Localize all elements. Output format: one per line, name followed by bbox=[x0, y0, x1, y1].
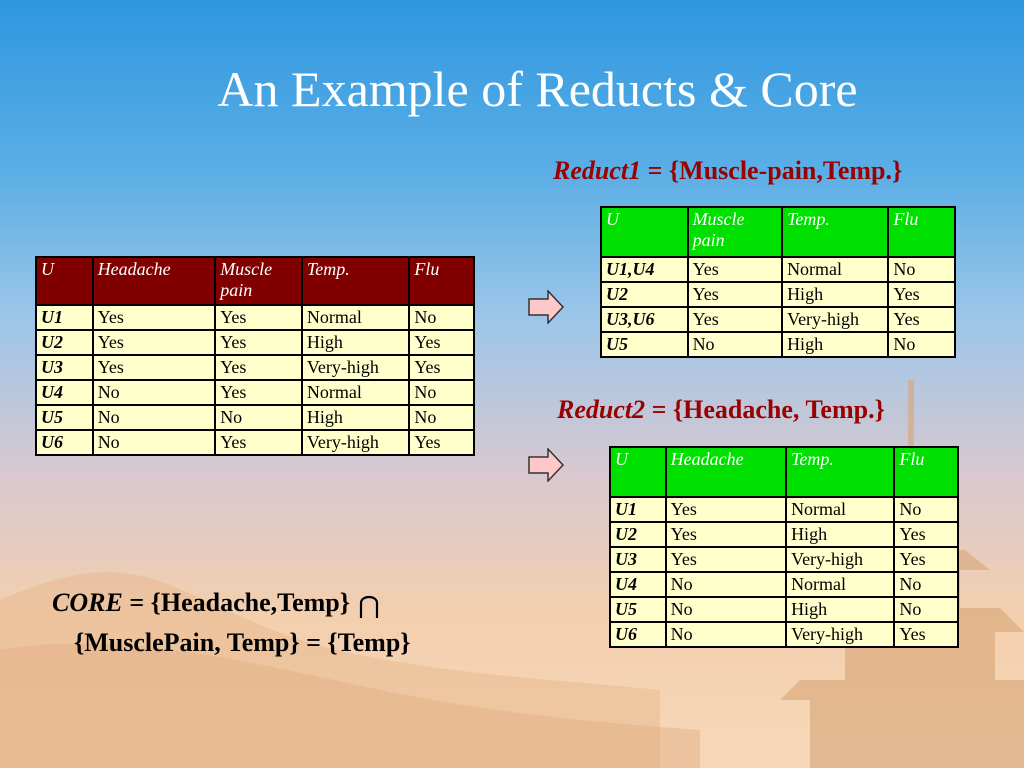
table-cell: Yes bbox=[688, 282, 783, 307]
table-cell: Very-high bbox=[782, 307, 888, 332]
table-header-row bbox=[36, 257, 474, 305]
table-cell: No bbox=[93, 430, 216, 455]
table-cell: High bbox=[786, 522, 894, 547]
table-cell: High bbox=[302, 330, 409, 355]
header-cell: Temp. bbox=[786, 447, 894, 497]
table-cell: No bbox=[894, 597, 958, 622]
row-label: U4 bbox=[610, 572, 666, 597]
table-cell: High bbox=[786, 597, 894, 622]
row-label: U4 bbox=[36, 380, 93, 405]
table-row bbox=[36, 355, 474, 380]
row-label: U2 bbox=[610, 522, 666, 547]
table-cell: Normal bbox=[302, 380, 409, 405]
header-cell: Headache bbox=[666, 447, 786, 497]
table-row bbox=[610, 572, 958, 597]
row-label: U5 bbox=[36, 405, 93, 430]
reduct2-label bbox=[557, 395, 885, 425]
row-label: U1 bbox=[36, 305, 93, 330]
header-cell: Temp. bbox=[782, 207, 888, 257]
table-cell: No bbox=[215, 405, 302, 430]
table-row bbox=[601, 332, 955, 357]
table-cell: Yes bbox=[894, 522, 958, 547]
table-cell: No bbox=[409, 380, 474, 405]
table-cell: High bbox=[782, 282, 888, 307]
core-line-1 bbox=[52, 583, 411, 623]
table-row bbox=[36, 305, 474, 330]
table-cell: High bbox=[782, 332, 888, 357]
table-cell: No bbox=[688, 332, 783, 357]
row-label: U3 bbox=[610, 547, 666, 572]
header-cell: Flu bbox=[894, 447, 958, 497]
row-label: U1 bbox=[610, 497, 666, 522]
table-cell: Yes bbox=[409, 330, 474, 355]
table-cell: Yes bbox=[688, 307, 783, 332]
reduct1-name: Reduct1 bbox=[553, 156, 642, 185]
table-cell: No bbox=[93, 405, 216, 430]
header-cell: U bbox=[601, 207, 688, 257]
table-cell: Yes bbox=[215, 430, 302, 455]
table-cell: Yes bbox=[666, 522, 786, 547]
header-cell: Flu bbox=[409, 257, 474, 305]
row-label: U2 bbox=[36, 330, 93, 355]
table-cell: No bbox=[666, 597, 786, 622]
table-cell: No bbox=[93, 380, 216, 405]
reduct2-table bbox=[609, 446, 959, 648]
table-cell: Very-high bbox=[786, 622, 894, 647]
table-cell: Yes bbox=[888, 307, 955, 332]
table-row bbox=[36, 380, 474, 405]
row-label: U3,U6 bbox=[601, 307, 688, 332]
table-cell: No bbox=[894, 497, 958, 522]
row-label: U1,U4 bbox=[601, 257, 688, 282]
row-label: U6 bbox=[610, 622, 666, 647]
table-cell: Yes bbox=[215, 305, 302, 330]
table-cell: Normal bbox=[786, 497, 894, 522]
table-cell: High bbox=[302, 405, 409, 430]
slide-title: An Example of Reducts & Core bbox=[217, 61, 858, 117]
table-row bbox=[610, 497, 958, 522]
table-row bbox=[610, 522, 958, 547]
header-cell: Muscle pain bbox=[215, 257, 302, 305]
table-row bbox=[610, 597, 958, 622]
table-cell: Yes bbox=[888, 282, 955, 307]
table-cell: Yes bbox=[409, 355, 474, 380]
table-cell: Yes bbox=[215, 330, 302, 355]
original-decision-table bbox=[35, 256, 475, 456]
row-label: U5 bbox=[601, 332, 688, 357]
table-cell: Yes bbox=[93, 355, 216, 380]
table-row bbox=[36, 405, 474, 430]
table-cell: Yes bbox=[666, 547, 786, 572]
table-cell: Normal bbox=[302, 305, 409, 330]
table-header-row bbox=[610, 447, 958, 497]
table-row bbox=[36, 330, 474, 355]
right-arrow-icon bbox=[528, 290, 564, 324]
table-row bbox=[601, 257, 955, 282]
table-cell: Yes bbox=[215, 380, 302, 405]
table-cell: Yes bbox=[894, 547, 958, 572]
table-row bbox=[610, 622, 958, 647]
right-arrow-icon bbox=[528, 448, 564, 482]
table-cell: Yes bbox=[666, 497, 786, 522]
reduct1-table bbox=[600, 206, 956, 358]
table-cell: No bbox=[894, 572, 958, 597]
table-cell: Normal bbox=[782, 257, 888, 282]
header-cell: U bbox=[36, 257, 93, 305]
table-cell: No bbox=[888, 257, 955, 282]
core-line-2: {MusclePain, Temp} = {Temp} bbox=[74, 628, 411, 658]
table-cell: Very-high bbox=[302, 430, 409, 455]
row-label: U6 bbox=[36, 430, 93, 455]
table-cell: Yes bbox=[215, 355, 302, 380]
table-cell: No bbox=[666, 572, 786, 597]
intersection-icon bbox=[357, 591, 381, 619]
table-cell: Very-high bbox=[786, 547, 894, 572]
row-label: U5 bbox=[610, 597, 666, 622]
table-cell: Very-high bbox=[302, 355, 409, 380]
core-keyword: CORE bbox=[52, 588, 123, 617]
table-cell: Yes bbox=[894, 622, 958, 647]
table-row bbox=[601, 307, 955, 332]
core-statement bbox=[52, 583, 411, 664]
reduct2-name: Reduct2 bbox=[557, 395, 646, 424]
core-text-1: = {Headache,Temp} bbox=[122, 588, 357, 617]
table-cell: Yes bbox=[688, 257, 783, 282]
row-label: U2 bbox=[601, 282, 688, 307]
table-row bbox=[601, 282, 955, 307]
table-row bbox=[610, 547, 958, 572]
header-cell: Muscle pain bbox=[688, 207, 783, 257]
table-header-row bbox=[601, 207, 955, 257]
table-cell: Yes bbox=[93, 330, 216, 355]
table-row bbox=[36, 430, 474, 455]
reduct1-label bbox=[553, 156, 902, 186]
table-cell: No bbox=[666, 622, 786, 647]
header-cell: Flu bbox=[888, 207, 955, 257]
header-cell: Temp. bbox=[302, 257, 409, 305]
header-cell: U bbox=[610, 447, 666, 497]
table-cell: Yes bbox=[409, 430, 474, 455]
reduct2-value: = {Headache, Temp.} bbox=[645, 395, 885, 424]
header-cell: Headache bbox=[93, 257, 216, 305]
table-cell: Normal bbox=[786, 572, 894, 597]
row-label: U3 bbox=[36, 355, 93, 380]
table-cell: No bbox=[888, 332, 955, 357]
reduct1-value: = {Muscle-pain,Temp.} bbox=[641, 156, 903, 185]
table-cell: Yes bbox=[93, 305, 216, 330]
table-cell: No bbox=[409, 405, 474, 430]
table-cell: No bbox=[409, 305, 474, 330]
